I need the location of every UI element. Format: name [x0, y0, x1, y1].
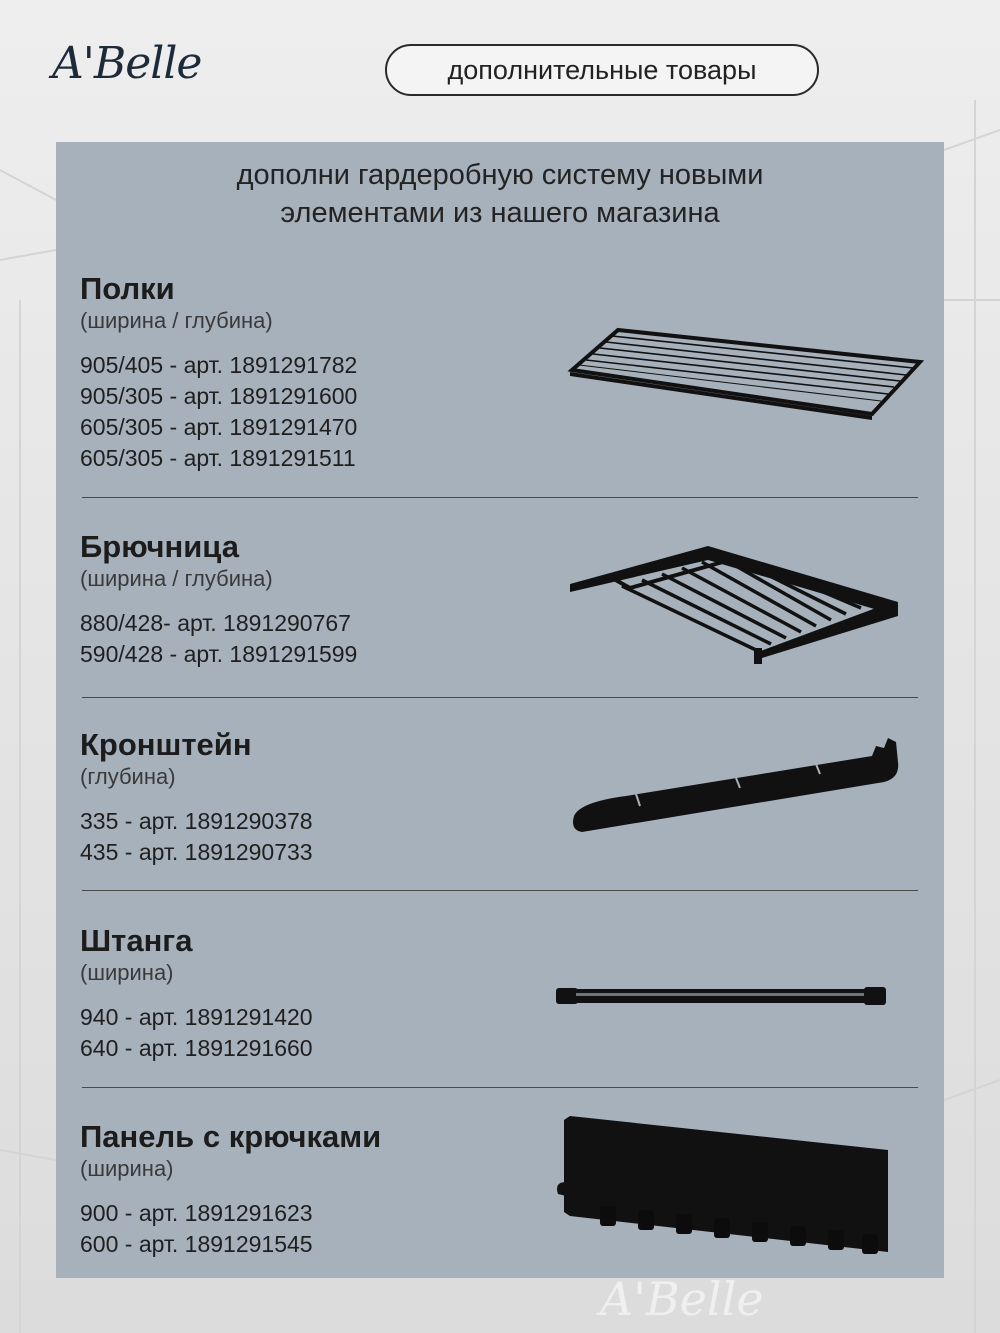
list-item: 435 - арт. 1891290733 [80, 839, 313, 865]
section-title: Панель с крючками [80, 1119, 382, 1154]
list-item: 640 - арт. 1891291660 [80, 1035, 313, 1061]
list-item: 880/428- арт. 1891290767 [80, 610, 351, 636]
intro-line-1: дополни гардеробную систему новыми [236, 159, 764, 191]
brand-logo-text: A'Belle [52, 38, 202, 89]
list-item: 605/305 - арт. 1891291470 [80, 414, 358, 440]
intro-text [56, 156, 944, 232]
list-item: 905/405 - арт. 1891291782 [80, 352, 358, 378]
brand-logo [52, 38, 272, 104]
section-subtitle: (ширина / глубина) [80, 308, 273, 333]
section-divider [82, 1087, 918, 1088]
additional-products-pill [385, 44, 819, 96]
list-item: 335 - арт. 1891290378 [80, 808, 313, 834]
section-title: Брючница [80, 529, 239, 564]
bracket-icon [566, 732, 906, 842]
section-divider [82, 497, 918, 498]
intro-line-2: элементами из нашего магазина [280, 197, 720, 229]
hanging-rod-icon [552, 978, 892, 1014]
section-subtitle: (ширина) [80, 960, 174, 985]
list-item: 600 - арт. 1891291545 [80, 1231, 313, 1257]
section-subtitle: (ширина / глубина) [80, 566, 273, 591]
wire-shelf-icon [566, 322, 926, 422]
section-subtitle: (глубина) [80, 764, 176, 789]
list-item: 590/428 - арт. 1891291599 [80, 641, 358, 667]
section-divider [82, 890, 918, 891]
brand-watermark: A'Belle [600, 1272, 764, 1326]
section-subtitle: (ширина) [80, 1156, 174, 1181]
section-title: Кронштейн [80, 727, 252, 762]
products-panel [56, 142, 944, 1278]
section-title: Полки [80, 271, 175, 306]
section-title: Штанга [80, 923, 193, 958]
list-item: 940 - арт. 1891291420 [80, 1004, 313, 1030]
list-item: 905/305 - арт. 1891291600 [80, 383, 358, 409]
list-item: 900 - арт. 1891291623 [80, 1200, 313, 1226]
hook-panel-icon [552, 1112, 902, 1262]
trouser-rack-icon [566, 540, 906, 664]
section-divider [82, 697, 918, 698]
list-item: 605/305 - арт. 1891291511 [80, 445, 356, 471]
pill-label: дополнительные товары [447, 54, 757, 85]
